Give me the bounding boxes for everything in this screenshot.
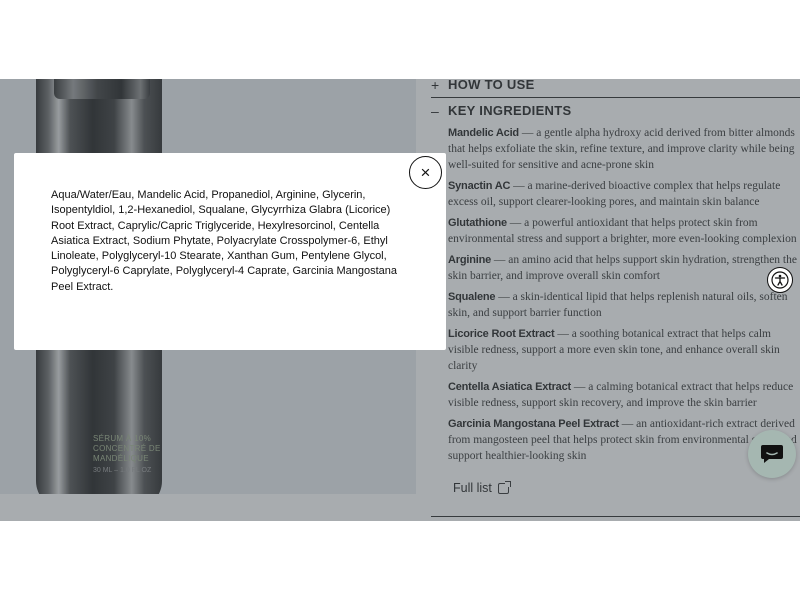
accessibility-button[interactable]: [767, 267, 793, 293]
close-icon: ×: [420, 163, 431, 182]
chat-icon: [760, 443, 784, 465]
chat-button[interactable]: [748, 430, 796, 478]
close-modal-button[interactable]: [409, 156, 442, 189]
footer-area: [0, 521, 800, 600]
full-ingredients-text: Aqua/Water/Eau, Mandelic Acid, Propanediol, Arginine, Glycerin, Isopentyldiol, 1,2-Hexanediol, Squalane, Glycyrrhiza Glabra (Licorice) Root Extract, Caprylic/Capric Triglyceride, Hexylresorcinol, Centella Asiatica Extract, Sodium Phytate, Polyacrylate Crosspolymer-6, Ethyl Linoleate, Polyglyceryl-10 Stearate, Xanthan Gum, Pentylene Glycol, Polyglyceryl-6 Caprylate, Polyglyceryl-4 Caprate, Garcinia Mangostana Peel Extract.: [51, 189, 398, 293]
ingredients-modal: [14, 153, 446, 350]
accessibility-icon: [771, 271, 789, 289]
header-area: [0, 0, 800, 79]
